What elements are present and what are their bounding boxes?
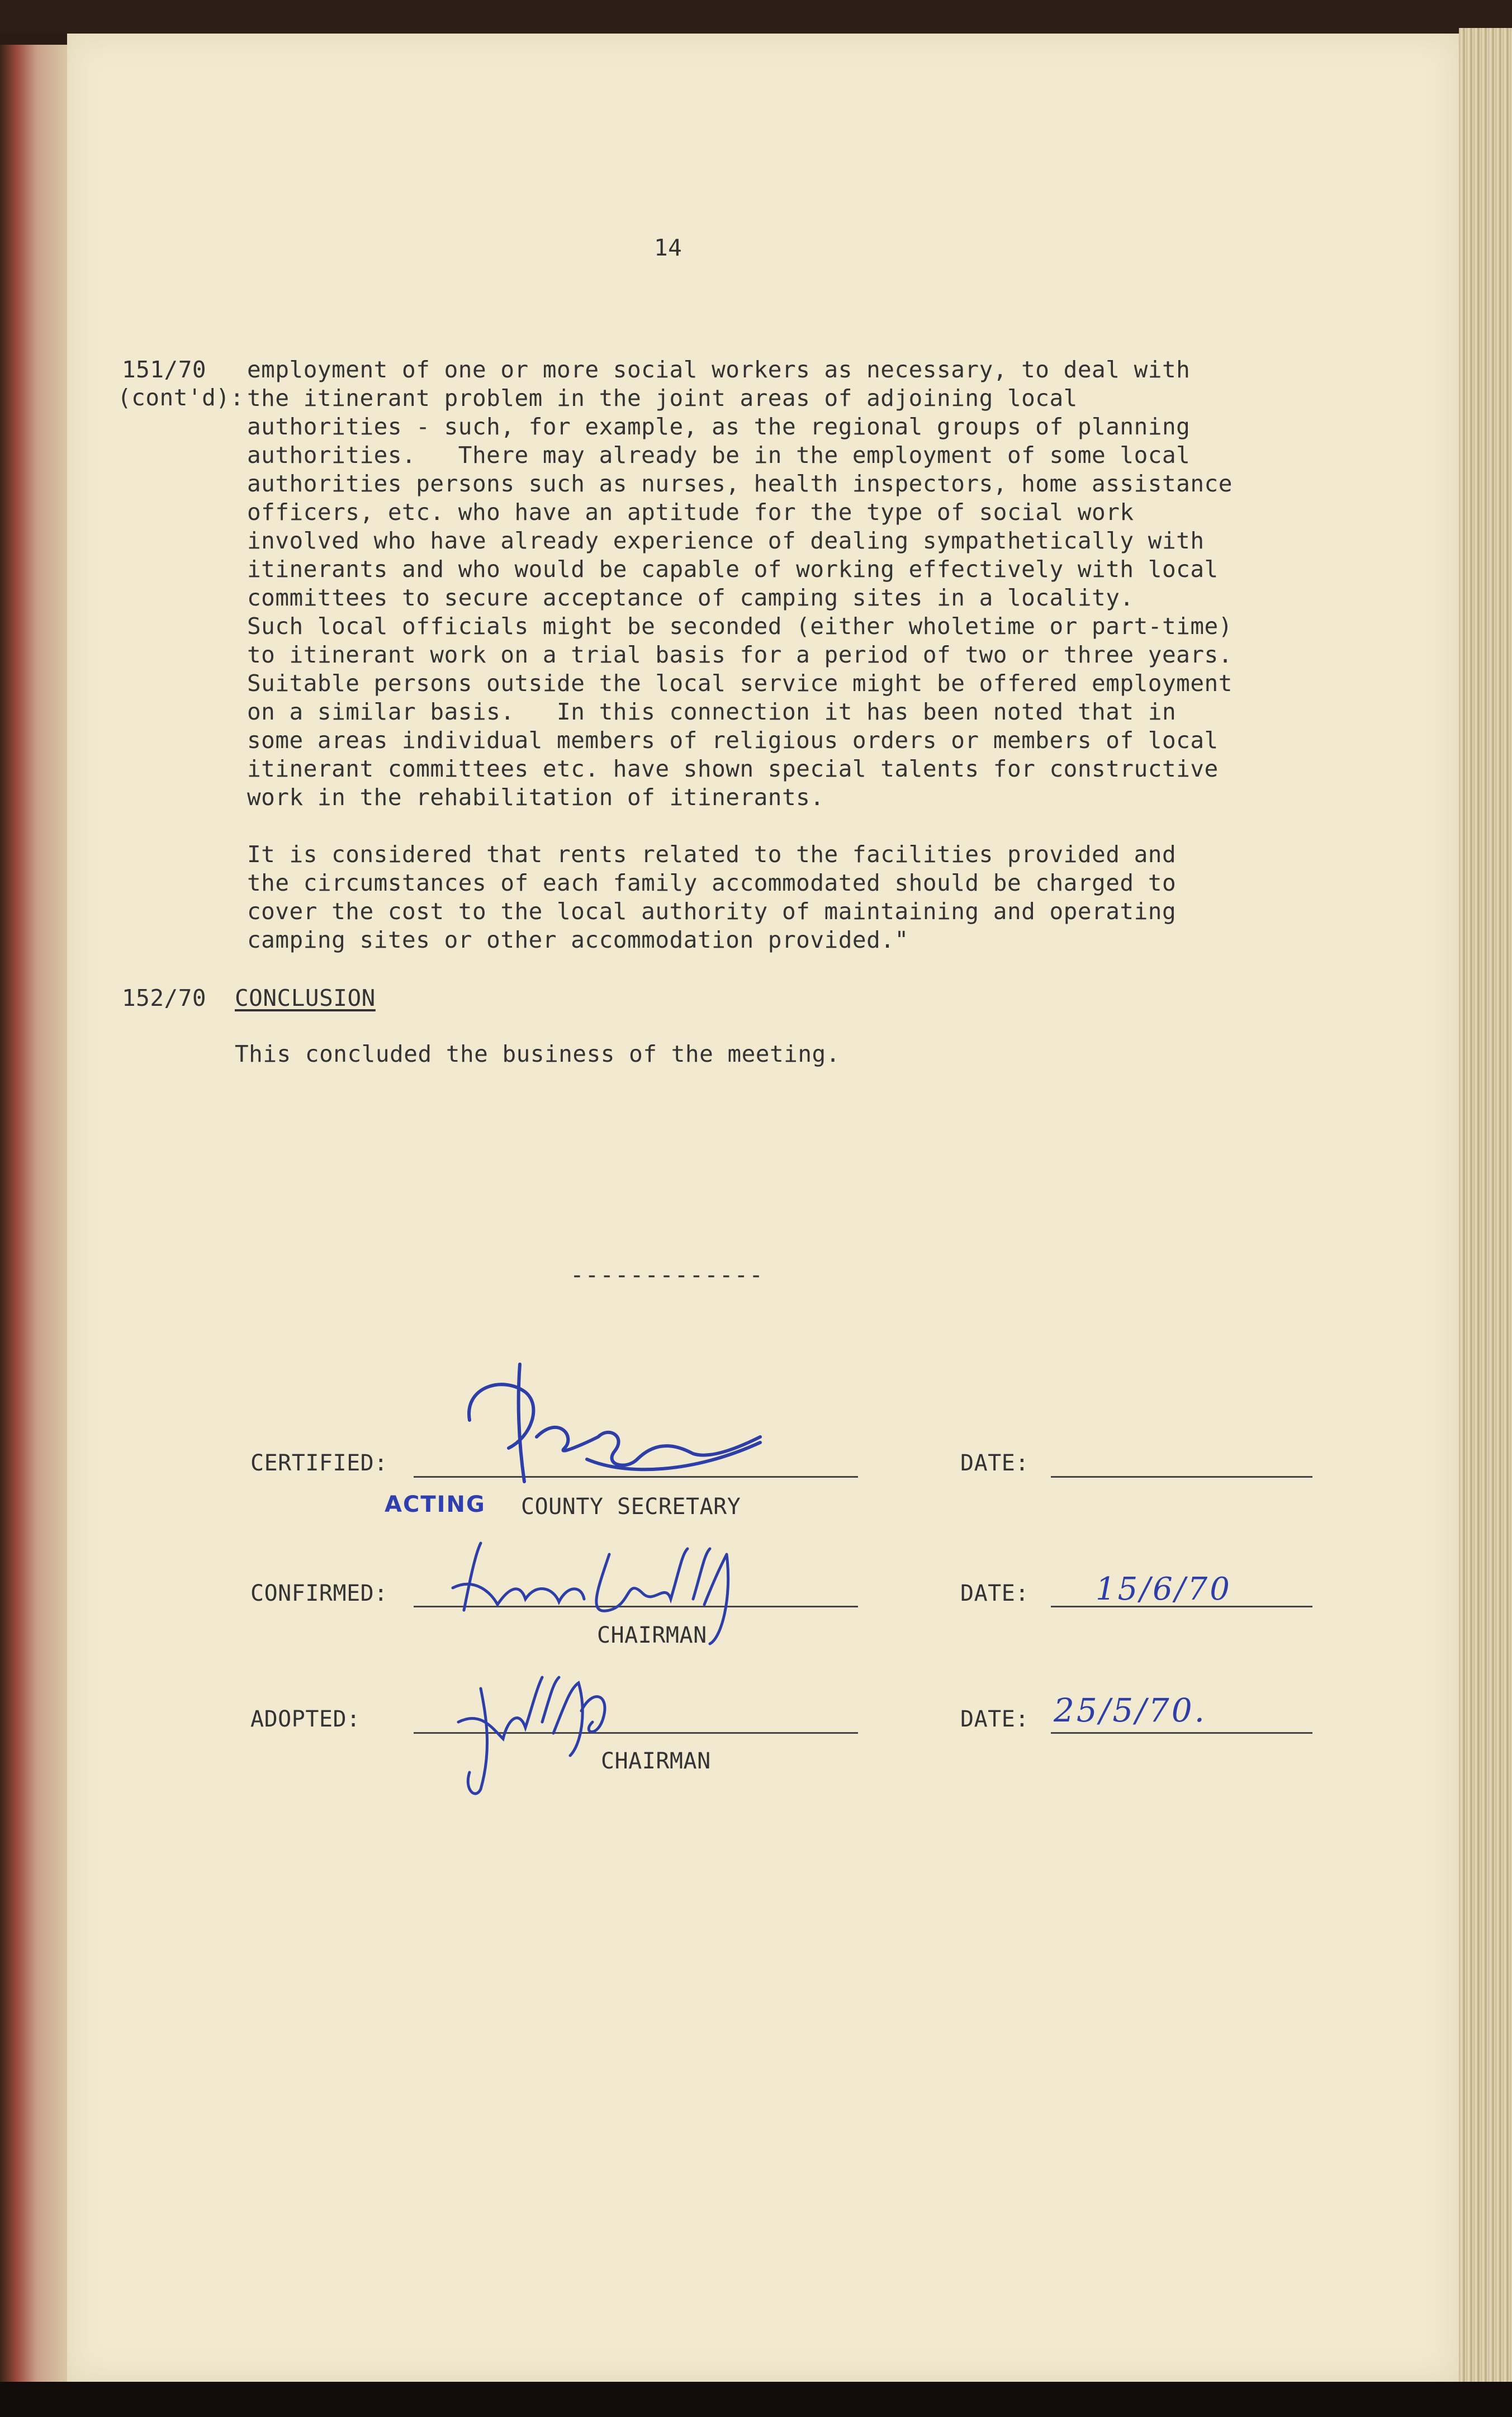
body-line: It is considered that rents related to the facilities provided and xyxy=(247,841,1177,868)
page-number: 14 xyxy=(654,234,682,261)
adopted-signature xyxy=(447,1655,648,1811)
body-line: Such local officials might be seconded (either wholetime or part-time) xyxy=(247,613,1233,640)
certified-date-line xyxy=(1051,1476,1312,1478)
body-line: authorities - such, for example, as the regional groups of planning xyxy=(247,413,1191,440)
body-line: officers, etc. who have an aptitude for the type of social work xyxy=(247,499,1134,526)
item-number: 151/70 xyxy=(122,356,207,383)
item-continued-label: (cont'd): xyxy=(117,384,244,411)
certified-date-label: DATE: xyxy=(960,1450,1029,1476)
confirmed-date-value: 15/6/70 xyxy=(1096,1571,1232,1607)
body-line: some areas individual members of religious orders or members of local xyxy=(247,727,1219,754)
body-line: authorities. There may already be in the employment of some local xyxy=(247,442,1191,469)
bottom-dark-band xyxy=(0,2382,1512,2417)
confirmed-role: CHAIRMAN xyxy=(597,1623,707,1648)
adopted-date-value: 25/5/70. xyxy=(1054,1691,1207,1729)
body-line: the circumstances of each family accommodated should be charged to xyxy=(247,869,1177,896)
top-dark-band xyxy=(0,0,1512,34)
body-line: the itinerant problem in the joint areas of adjoining local xyxy=(247,385,1078,411)
body-line: to itinerant work on a trial basis for a period of two or three years. xyxy=(247,641,1233,668)
body-line: Suitable persons outside the local service might be offered employment xyxy=(247,670,1233,697)
confirmed-label: CONFIRMED: xyxy=(250,1581,388,1606)
certified-signature xyxy=(458,1353,771,1498)
body-line: itinerant committees etc. have shown special talents for constructive xyxy=(247,755,1219,782)
body-line: camping sites or other accommodation provided." xyxy=(247,926,909,953)
adopted-date-line xyxy=(1051,1732,1312,1734)
page-edges xyxy=(1459,28,1512,2387)
body-line: cover the cost to the local authority of maintaining and operating xyxy=(247,898,1177,925)
conclusion-text: This concluded the business of the meeting. xyxy=(235,1040,840,1067)
body-line: on a similar basis. In this connection it has been noted that in xyxy=(247,698,1177,725)
body-line: work in the rehabilitation of itinerants. xyxy=(247,784,824,811)
adopted-date-label: DATE: xyxy=(960,1706,1029,1732)
acting-handwritten: ACTING xyxy=(385,1492,486,1517)
confirmed-date-label: DATE: xyxy=(960,1581,1029,1606)
body-line: committees to secure acceptance of camping sites in a locality. xyxy=(247,584,1134,611)
separator-rule: ------------- xyxy=(570,1261,764,1288)
adopted-label: ADOPTED: xyxy=(250,1706,361,1732)
body-line: involved who have already experience of dealing sympathetically with xyxy=(247,527,1205,554)
section-heading: CONCLUSION xyxy=(235,985,376,1011)
certified-role: COUNTY SECRETARY xyxy=(521,1494,741,1520)
body-line: itinerants and who would be capable of working effectively with local xyxy=(247,556,1219,583)
item-number: 152/70 xyxy=(122,985,207,1011)
book-binding xyxy=(0,45,67,2382)
body-line: employment of one or more social workers as necessary, to deal with xyxy=(247,356,1191,383)
body-line: authorities persons such as nurses, health inspectors, home assistance xyxy=(247,470,1233,497)
adopted-role: CHAIRMAN xyxy=(601,1748,711,1774)
certified-label: CERTIFIED: xyxy=(250,1450,388,1476)
